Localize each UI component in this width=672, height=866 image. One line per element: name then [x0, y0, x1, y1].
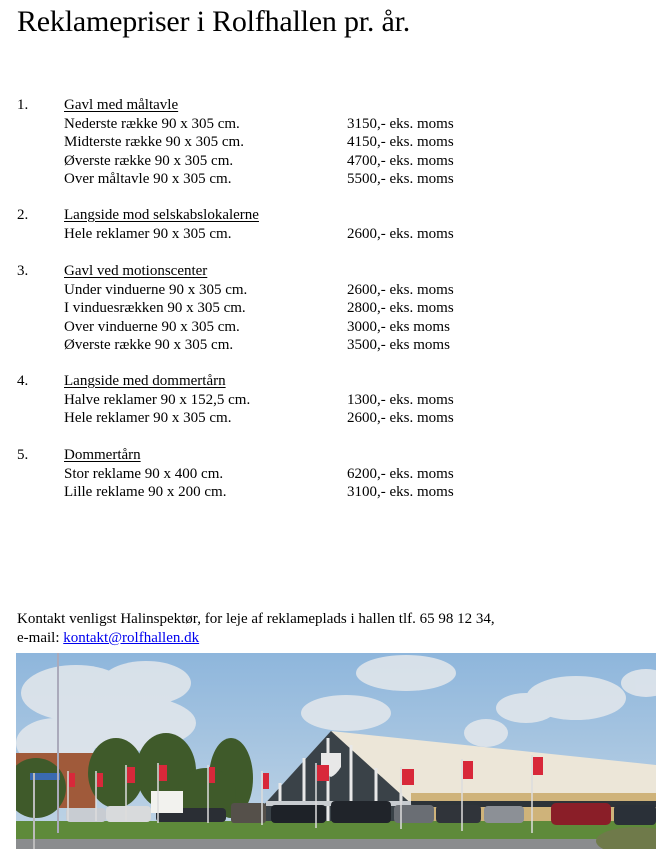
- section-heading: Langside mod selskabslokalerne: [64, 207, 259, 223]
- price-row: [0, 465, 672, 484]
- price-row: [0, 299, 672, 318]
- item-price: 6200,- eks. moms: [347, 465, 454, 482]
- email-prefix: e-mail:: [17, 629, 64, 646]
- section-heading: Dommertårn: [64, 447, 141, 463]
- item-label: Under vinduerne 90 x 305 cm.: [64, 281, 248, 298]
- email-link[interactable]: kontakt@rolfhallen.dk: [63, 629, 200, 646]
- item-price: 3500,- eks moms: [347, 337, 450, 354]
- page-title: Reklamepriser i Rolfhallen pr. år.: [17, 5, 411, 38]
- item-label: Hele reklamer 90 x 305 cm.: [64, 225, 232, 242]
- price-row: [0, 483, 672, 502]
- price-section-2: [0, 206, 672, 243]
- item-price: 2800,- eks. moms: [347, 300, 454, 317]
- price-section-1: [0, 96, 672, 189]
- item-label: Hele reklamer 90 x 305 cm.: [64, 410, 232, 427]
- section-heading: Gavl ved motionscenter: [64, 263, 208, 279]
- item-label: Øverste række 90 x 305 cm.: [64, 152, 234, 169]
- section-heading-row: [0, 96, 672, 115]
- price-row: [0, 152, 672, 171]
- price-section-5: [0, 446, 672, 502]
- section-number: 1.: [17, 97, 29, 113]
- section-heading: Gavl med måltavle: [64, 97, 179, 113]
- price-section-3: [0, 262, 672, 355]
- item-price: 3000,- eks moms: [347, 318, 450, 335]
- section-heading-row: [0, 206, 672, 225]
- item-price: 3150,- eks. moms: [347, 115, 454, 132]
- section-heading: Langside med dommertårn: [64, 373, 226, 389]
- item-label: Nederste række 90 x 305 cm.: [64, 115, 240, 132]
- price-row: [0, 225, 672, 244]
- hall-photo: [16, 653, 656, 849]
- contact-block: [17, 610, 495, 647]
- item-label: Lille reklame 90 x 200 cm.: [64, 484, 227, 501]
- email-line: [17, 629, 495, 648]
- price-row: [0, 318, 672, 337]
- item-label: Halve reklamer 90 x 152,5 cm.: [64, 391, 251, 408]
- price-row: [0, 133, 672, 152]
- price-section-4: [0, 372, 672, 428]
- section-heading-row: [0, 372, 672, 391]
- section-number: 2.: [17, 207, 29, 223]
- item-label: I vinduesrækken 90 x 305 cm.: [64, 300, 246, 317]
- price-row: [0, 409, 672, 428]
- item-price: 5500,- eks. moms: [347, 171, 454, 188]
- item-price: 2600,- eks. moms: [347, 281, 454, 298]
- item-price: 3100,- eks. moms: [347, 484, 454, 501]
- contact-text: Kontakt venligst Halinspektør, for leje af reklameplads i hallen tlf. 65 98 12 34,: [17, 611, 495, 627]
- section-number: 4.: [17, 373, 29, 389]
- item-price: 1300,- eks. moms: [347, 391, 454, 408]
- item-label: Over vinduerne 90 x 305 cm.: [64, 318, 240, 335]
- section-number: 3.: [17, 263, 29, 279]
- item-label: Øverste række 90 x 305 cm.: [64, 337, 234, 354]
- item-label: Over måltavle 90 x 305 cm.: [64, 171, 232, 188]
- section-heading-row: [0, 262, 672, 281]
- item-label: Midterste række 90 x 305 cm.: [64, 134, 244, 151]
- item-price: 4700,- eks. moms: [347, 152, 454, 169]
- price-row: [0, 170, 672, 189]
- item-price: 2600,- eks. moms: [347, 410, 454, 427]
- sale-sign: [151, 791, 183, 813]
- price-row: [0, 115, 672, 134]
- road: [16, 839, 656, 849]
- price-row: [0, 391, 672, 410]
- section-number: 5.: [17, 447, 29, 463]
- item-label: Stor reklame 90 x 400 cm.: [64, 465, 224, 482]
- item-price: 2600,- eks. moms: [347, 225, 454, 242]
- price-row: [0, 281, 672, 300]
- price-row: [0, 336, 672, 355]
- section-heading-row: [0, 446, 672, 465]
- hall-photo-illustration: [16, 653, 656, 849]
- item-price: 4150,- eks. moms: [347, 134, 454, 151]
